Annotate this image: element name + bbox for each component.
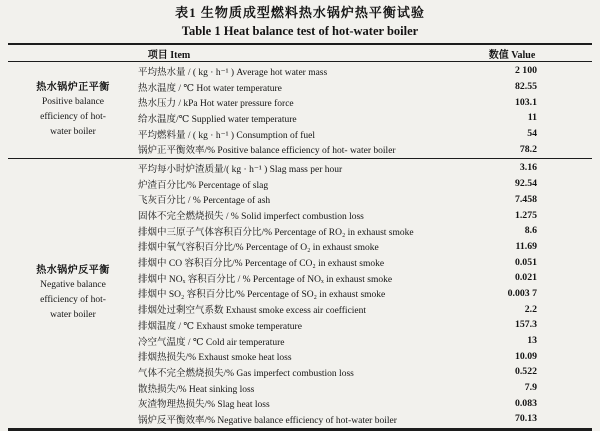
table-row <box>138 192 592 208</box>
group-label-line: Positive balance <box>42 97 104 108</box>
table-row <box>138 160 592 176</box>
table-row <box>138 254 592 270</box>
row-value: 92.54 <box>514 178 537 190</box>
row-value: 1.275 <box>514 209 537 221</box>
row-value: 8.6 <box>524 225 537 237</box>
table-row <box>138 301 592 317</box>
row-value: 0.003 7 <box>507 287 537 299</box>
table-row <box>138 286 592 302</box>
table-row <box>138 63 592 79</box>
row-value: 78.2 <box>519 143 537 155</box>
row-item-label: 平均燃料量 / ( kg · h⁻¹ ) Consumption of fuel <box>138 130 316 141</box>
row-item-label: 灰渣物理热损失/% Slag heat loss <box>138 400 270 411</box>
row-item-label: 炉渣百分比/% Percentage of slag <box>138 180 269 191</box>
group-label <box>8 159 138 428</box>
row-item-label: 排烟中 NOₓ 容积百分比 / % Percentage of NOₓ in exhaust smoke <box>138 274 393 285</box>
row-value: 13 <box>527 335 537 347</box>
group-label-line: 热水锅炉反平衡 <box>36 265 110 277</box>
group-label-line: water boiler <box>50 310 96 321</box>
table-row <box>138 333 592 349</box>
row-item-label: 排烟温度 / ℃ Exhaust smoke temperature <box>138 321 302 332</box>
table-row <box>138 141 592 157</box>
group-label <box>8 62 138 158</box>
table-title-cn: 表1 生物质成型燃料热水锅炉热平衡试验 <box>175 5 425 20</box>
row-item-label: 给水温度/℃ Supplied water temperature <box>138 114 297 125</box>
row-item-label: 固体不完全燃烧损失 / % Solid imperfect combustion loss <box>138 212 364 223</box>
table-row <box>138 395 592 411</box>
row-item-label: 排烟中 CO 容积百分比/% Percentage of CO₂ in exhaust smoke <box>138 259 385 270</box>
table-row <box>138 348 592 364</box>
group-label-line: Negative balance <box>40 280 106 291</box>
row-value: 70.13 <box>514 413 537 425</box>
table-row <box>138 380 592 396</box>
group-rows <box>138 62 592 158</box>
row-item-label: 散热损失/% Heat sinking loss <box>138 384 255 395</box>
table-row <box>138 364 592 380</box>
row-value: 2 100 <box>514 65 537 77</box>
row-item-label: 平均热水量 / ( kg · h⁻¹ ) Average hot water mass <box>138 67 328 78</box>
row-value: 2.2 <box>524 303 537 315</box>
row-value: 157.3 <box>514 319 537 331</box>
row-value: 103.1 <box>514 96 537 108</box>
row-value: 7.458 <box>514 193 537 205</box>
row-value: 82.55 <box>514 81 537 93</box>
row-item-label: 排烟中 SO₂ 容积百分比/% Percentage of SO₂ in exhaust smoke <box>138 290 386 301</box>
table-title-en: Table 1 Heat balance test of hot-water boiler <box>181 24 419 38</box>
row-value: 7.9 <box>524 382 537 394</box>
row-item-label: 排烟处过剩空气系数 Exhaust smoke excess air coefficient <box>138 306 367 317</box>
table-row <box>138 207 592 223</box>
group-rows <box>138 159 592 428</box>
table-row <box>138 270 592 286</box>
table-row <box>138 239 592 255</box>
group-label-line: 热水锅炉正平衡 <box>36 82 110 94</box>
table-row <box>138 223 592 239</box>
row-value: 11.69 <box>515 240 537 252</box>
table-row <box>138 110 592 126</box>
row-value: 3.16 <box>519 162 537 174</box>
row-value: 0.051 <box>514 256 537 268</box>
column-header-value: 数值 Value <box>488 49 536 61</box>
row-item-label: 排烟中氧气容积百分比/% Percentage of O₂ in exhaust smoke <box>138 243 379 254</box>
table-row <box>138 411 592 427</box>
table-row <box>138 126 592 142</box>
row-value: 0.083 <box>514 397 537 409</box>
row-item-label: 锅炉反平衡效率/% Negative balance efficiency of hot-water boiler <box>138 415 397 426</box>
table-row <box>138 79 592 95</box>
heat-balance-table <box>8 43 592 431</box>
group-label-line: efficiency of hot- <box>40 295 106 306</box>
column-header-item: 项目 Item <box>147 49 191 61</box>
row-item-label: 热水温度 / ℃ Hot water temperature <box>138 83 282 94</box>
row-value: 0.021 <box>514 272 537 284</box>
row-item-label: 排烟中三原子气体容积百分比/% Percentage of RO₂ in exhaust smoke <box>138 227 414 238</box>
row-item-label: 气体不完全燃烧损失/% Gas imperfect combustion loss <box>138 368 354 379</box>
group-label-line: efficiency of hot- <box>40 112 106 123</box>
table-row <box>138 317 592 333</box>
table-body <box>8 62 592 428</box>
balance-group <box>8 158 592 428</box>
row-item-label: 冷空气温度 / ℃ Cold air temperature <box>138 337 285 348</box>
row-item-label: 排烟热损失/% Exhaust smoke heat loss <box>138 353 292 364</box>
row-item-label: 平均每小时炉渣质量/( kg · h⁻¹ ) Slag mass per hour <box>138 164 343 175</box>
table-row <box>138 176 592 192</box>
row-item-label: 飞灰百分比 / % Percentage of ash <box>138 196 271 207</box>
row-value: 54 <box>527 128 537 140</box>
table-header-row <box>8 45 592 62</box>
table-row <box>138 94 592 110</box>
row-value: 0.522 <box>514 366 537 378</box>
row-item-label: 热水压力 / kPa Hot water pressure force <box>138 99 294 110</box>
group-label-line: water boiler <box>50 127 96 138</box>
row-item-label: 锅炉正平衡效率/% Positive balance efficiency of hot- water boiler <box>138 146 396 157</box>
row-value: 11 <box>527 112 537 124</box>
row-value: 10.09 <box>514 350 537 362</box>
balance-group <box>8 62 592 158</box>
